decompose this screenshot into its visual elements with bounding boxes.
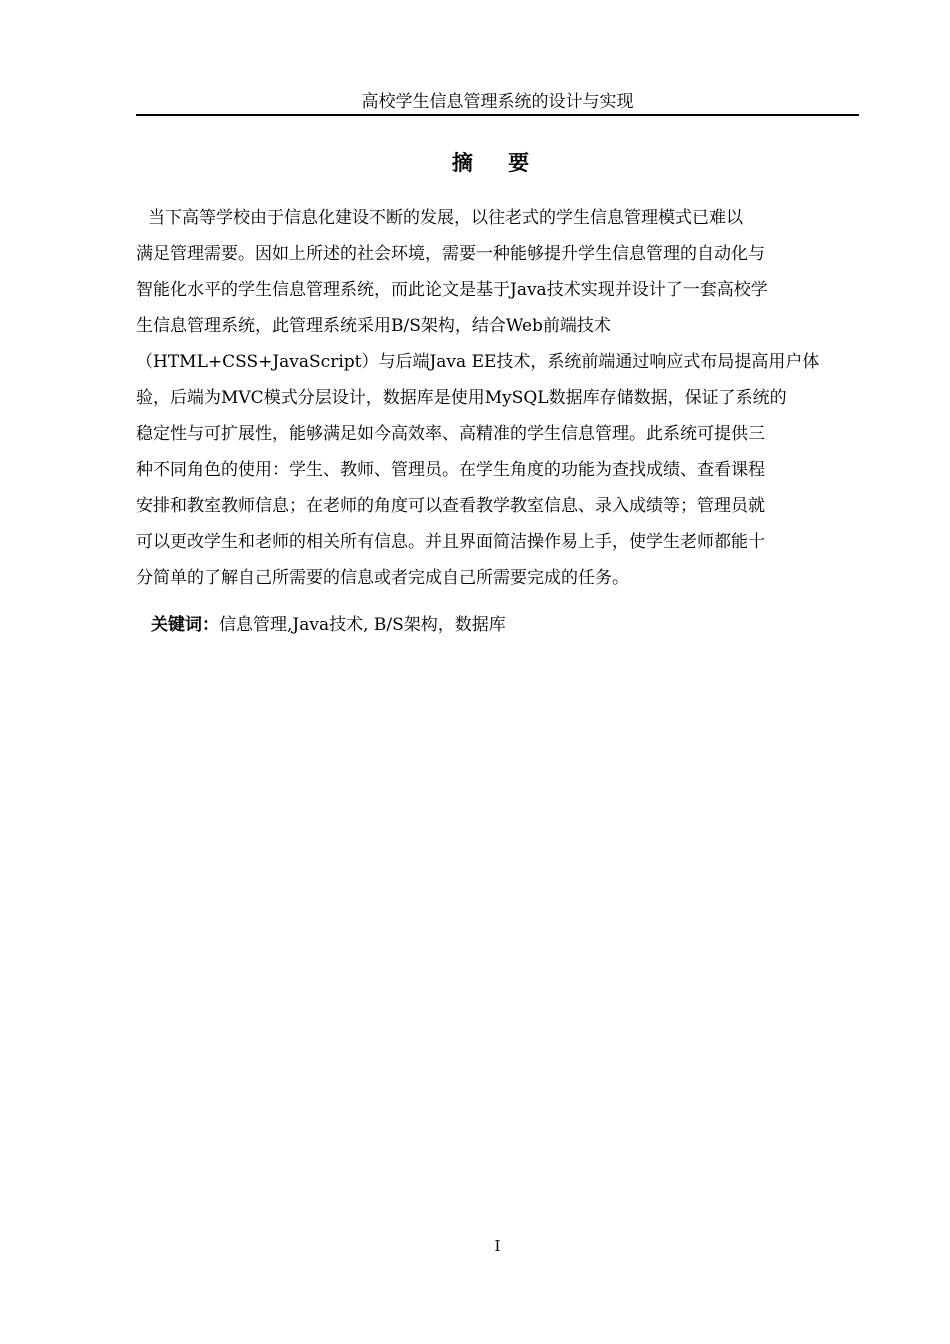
abstract-line: 智能化水平的学生信息管理系统，而此论文是基于Java技术实现并设计了一套高校学 [136, 280, 768, 300]
abstract-line: 可以更改学生和老师的相关所有信息。并且界面简洁操作易上手，使学生老师都能十 [136, 532, 765, 552]
keywords-line [151, 610, 851, 640]
page-number: I [494, 1237, 501, 1255]
abstract-body [136, 200, 859, 596]
abstract-line: 分简单的了解自己所需要的信息或者完成自己所需要完成的任务。 [136, 568, 629, 588]
abstract-line: 满足管理需要。因如上所述的社会环境，需要一种能够提升学生信息管理的自动化与 [136, 244, 765, 264]
abstract-line: 稳定性与可扩展性，能够满足如今高效率、高精准的学生信息管理。此系统可提供三 [136, 424, 765, 444]
abstract-line: 种不同角色的使用：学生、教师、管理员。在学生角度的功能为查找成绩、查看课程 [136, 460, 765, 480]
keywords-text: 信息管理,Java技术, B/S架构，数据库 [219, 615, 506, 635]
abstract-title: 摘 要 [451, 151, 544, 175]
keywords-label: 关键词： [151, 615, 219, 635]
abstract-line: 当下高等学校由于信息化建设不断的发展，以往老式的学生信息管理模式已难以 [148, 208, 743, 228]
abstract-line: 安排和教室教师信息；在老师的角度可以查看教学教室信息、录入成绩等；管理员就 [136, 496, 765, 516]
abstract-line: 验，后端为MVC模式分层设计，数据库是使用MySQL数据库存储数据，保证了系统的 [136, 388, 787, 408]
abstract-line: （HTML+CSS+JavaScript）与后端Java EE技术，系统前端通过响应式布局提高用户体 [136, 352, 820, 372]
abstract-line: 生信息管理系统，此管理系统采用B/S架构，结合Web前端技术 [136, 316, 611, 336]
header-rule [136, 114, 859, 116]
running-header: 高校学生信息管理系统的设计与实现 [361, 92, 634, 112]
